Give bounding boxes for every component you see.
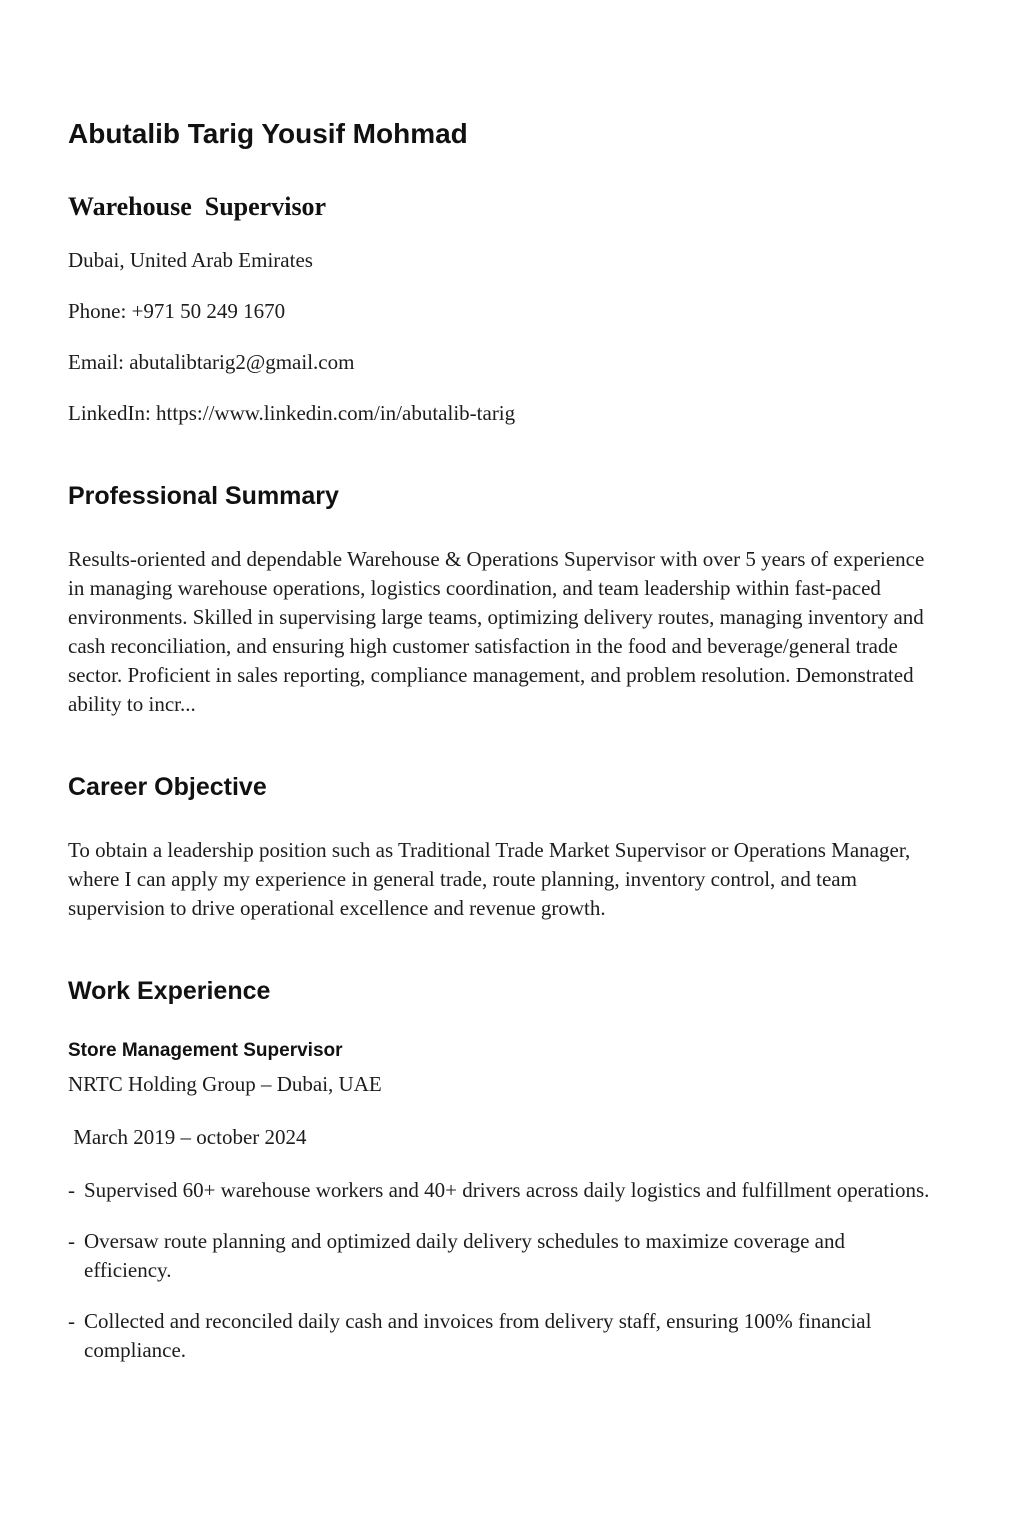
contact-email: Email: abutalibtarig2@gmail.com — [68, 350, 355, 374]
bullet-text: Collected and reconciled daily cash and invoices from delivery staff, ensuring 100% financial compliance. — [84, 1309, 872, 1362]
candidate-name: Abutalib Tarig Yousif Mohmad — [68, 118, 468, 149]
bullet-text: Oversaw route planning and optimized daily delivery schedules to maximize coverage and efficiency. — [84, 1229, 845, 1282]
bullet-marker: - — [68, 1178, 75, 1202]
work-role-title: Store Management Supervisor — [68, 1040, 343, 1061]
bullet-marker: - — [68, 1309, 75, 1333]
work-bullet-item — [68, 1227, 936, 1285]
job-title: Warehouse Supervisor — [68, 192, 327, 221]
professional-summary-text: Results-oriented and dependable Warehouse & Operations Supervisor with over 5 years of experience in managing warehouse operations, logistics coordination, and team leadership within fast-paced environments. Skilled in supervising large teams, optimizing delivery routes, managing inventory and cash reconciliation, and ensuring high customer satisfaction in the food and beverage/general trade sector. Proficient in sales reporting, compliance management, and problem resolution. Demonstrated ability to incr... — [68, 547, 925, 716]
career-objective-text: To obtain a leadership position such as Traditional Trade Market Supervisor or Operations Manager, where I can apply my experience in general trade, route planning, inventory control, and team supervision to drive operational excellence and revenue growth. — [68, 838, 911, 920]
work-bullet-item — [68, 1307, 936, 1365]
bullet-text: Supervised 60+ warehouse workers and 40+ drivers across daily logistics and fulfillment operations. — [84, 1178, 930, 1202]
work-bullet-item — [68, 1176, 936, 1205]
contact-location: Dubai, United Arab Emirates — [68, 248, 313, 272]
section-heading-work-experience: Work Experience — [68, 977, 271, 1005]
section-heading-career-objective: Career Objective — [68, 773, 267, 801]
work-dates-line: March 2019 – october 2024 — [68, 1125, 307, 1149]
section-heading-professional-summary: Professional Summary — [68, 482, 339, 510]
work-company-line: NRTC Holding Group – Dubai, UAE — [68, 1072, 382, 1096]
contact-phone: Phone: +971 50 249 1670 — [68, 299, 286, 323]
bullet-marker: - — [68, 1229, 75, 1253]
contact-linkedin: LinkedIn: https://www.linkedin.com/in/abutalib-tarig — [68, 401, 516, 425]
